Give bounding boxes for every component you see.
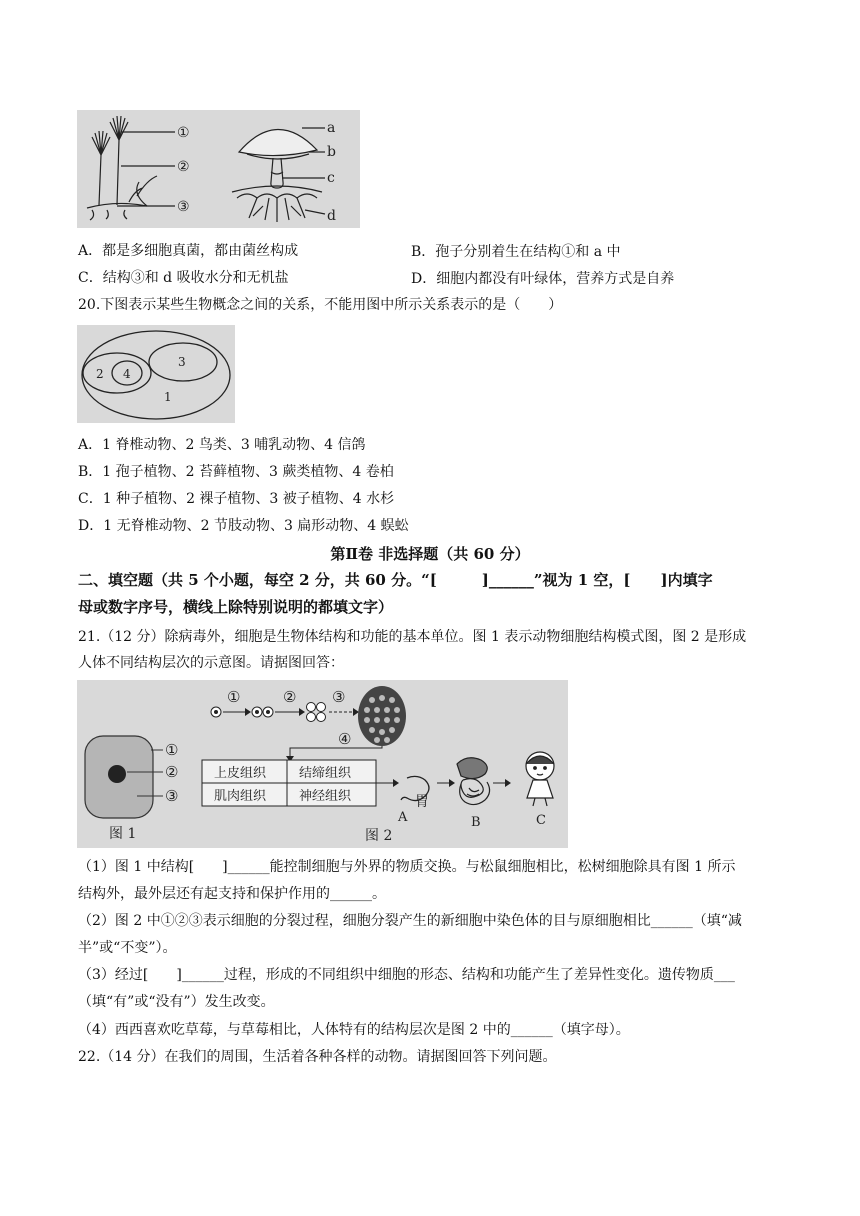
human-girl-icon: [526, 752, 554, 806]
venn-label-1: 1: [164, 390, 172, 404]
q19-figure: [77, 110, 360, 228]
q20-venn-diagram: [77, 325, 235, 423]
q19-label-3: ③: [177, 199, 190, 215]
q20-option-a: A．1 脊椎动物、2 鸟类、3 哺乳动物、4 信鸽: [78, 437, 366, 453]
stage-label-b: B: [471, 815, 481, 830]
q21-sub4: （4）西西喜欢吃草莓，与草莓相比，人体特有的结构层次是图 2 中的______（填字母）。: [78, 1022, 630, 1038]
q20-option-c: C．1 种子植物、2 裸子植物、3 被子植物、4 水杉: [78, 491, 395, 507]
section-instruction-line2: 母或数字序号，横线上除特别说明的都填文字）: [78, 598, 394, 616]
section-title: 第Ⅱ卷 非选择题（共 60 分）: [330, 545, 530, 563]
q21-sub3-line2: （填“有”或“没有”）发生改变。: [78, 994, 275, 1010]
q19-label-c: c: [327, 170, 335, 186]
venn-label-4: 4: [123, 367, 131, 381]
q19-label-b: b: [327, 144, 336, 160]
q19-option-a: A．都是多细胞真菌，都由菌丝构成: [78, 243, 299, 259]
q20-stem: 20.下图表示某些生物概念之间的关系，不能用图中所示关系表示的是（ ）: [78, 297, 563, 313]
q20-option-b: B．1 孢子植物、2 苔藓植物、3 蕨类植物、4 卷柏: [78, 464, 394, 480]
tissue-muscle: 肌肉组织: [214, 789, 267, 804]
q21-sub1-line2: 结构外，最外层还有起支持和保护作用的______。: [78, 886, 386, 902]
cell-to-body-diagram: [77, 680, 568, 848]
section-instruction-line1: 二、填空题（共 5 个小题，每空 2 分，共 60 分。“[ ]______”视为 1 空，[ ]内填字: [78, 571, 713, 589]
fig1-caption: 图 1: [109, 826, 137, 842]
digestive-system-icon: [457, 758, 490, 805]
q19-label-1: ①: [177, 125, 190, 141]
q19-option-b: B．孢子分别着生在结构①和 a 中: [411, 244, 621, 260]
organ-label-stomach: 胃: [415, 794, 429, 810]
q21-sub2-line1: （2）图 2 中①②③表示细胞的分裂过程，细胞分裂产生的新细胞中染色体的目与原细胞相比______（填“减: [78, 913, 742, 929]
q20-option-d: D．1 无脊椎动物、2 节肢动物、3 扁形动物、4 蜈蚣: [78, 518, 409, 534]
venn-label-3: 3: [178, 355, 186, 369]
fungi-illustration: [77, 110, 360, 228]
venn-label-2: 2: [96, 367, 104, 381]
fig2-caption: 图 2: [365, 828, 393, 844]
q19-label-a: a: [327, 120, 336, 136]
stage-label-a: A: [398, 810, 408, 825]
venn-set-2: [83, 353, 151, 393]
q19-option-d: D．细胞内都没有叶绿体，营养方式是自养: [411, 271, 675, 287]
tissue-connective: 结缔组织: [299, 766, 352, 781]
process-label-3: ③: [332, 688, 346, 706]
q21-sub2-line2: 半”或“不变”）。: [78, 940, 177, 956]
q19-label-d: d: [327, 208, 336, 224]
q21-figure: [77, 680, 568, 848]
q21-sub1-line1: （1）图 1 中结构[ ]______能控制细胞与外界的物质交换。与松鼠细胞相比，松树细胞除具有图 1 所示: [78, 859, 736, 875]
process-label-4: ④: [338, 730, 352, 748]
tissue-epithelial: 上皮组织: [214, 766, 267, 781]
q22-stem: 22.（14 分）在我们的周围，生活着各种各样的动物。请据图回答下列问题。: [78, 1049, 557, 1065]
stage-label-c: C: [536, 813, 546, 828]
cell-nucleus: [108, 765, 126, 783]
tissue-nervous: 神经组织: [299, 789, 352, 804]
q21-stem-line2: 人体不同结构层次的示意图。请据图回答：: [78, 655, 344, 671]
q19-option-c: C．结构③和 d 吸收水分和无机盐: [78, 270, 289, 286]
cell-label-2: ②: [165, 763, 179, 781]
q19-label-2: ②: [177, 159, 190, 175]
q21-sub3-line1: （3）经过[ ]______过程，形成的不同组织中细胞的形态、结构和功能产生了差异性变化。遗传物质___: [78, 967, 735, 983]
cell-label-1: ①: [165, 741, 179, 759]
process-label-1: ①: [227, 688, 241, 706]
process-label-2: ②: [283, 688, 297, 706]
q21-stem-line1: 21.（12 分）除病毒外，细胞是生物体结构和功能的基本单位。图 1 表示动物细胞结构模式图，图 2 是形成: [78, 629, 747, 645]
cell-label-3: ③: [165, 787, 179, 805]
